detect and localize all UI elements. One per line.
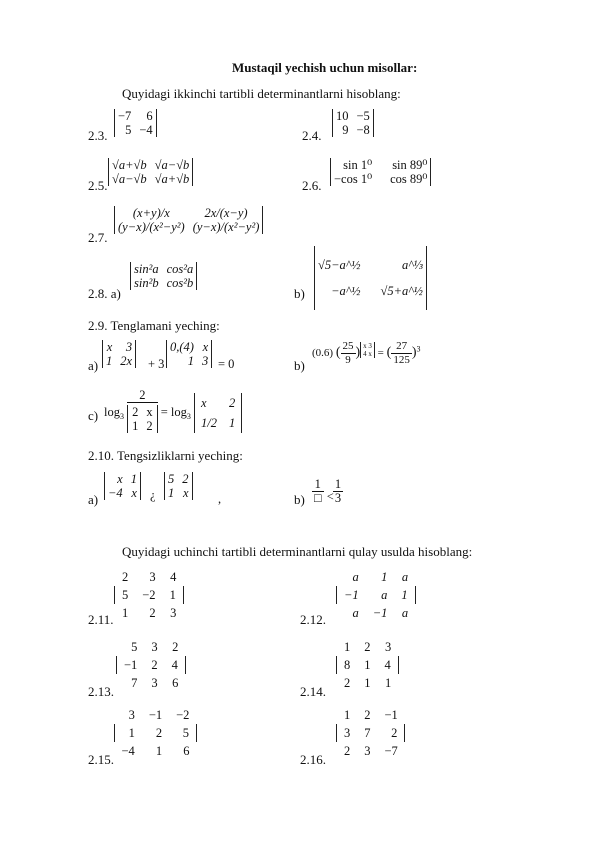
matrix-cell: 2 bbox=[149, 606, 156, 620]
matrix-cell: −1 bbox=[337, 586, 366, 604]
matrix-cell: 1 bbox=[122, 606, 129, 620]
intro-second-order: Quyidagi ikkinchi tartibli determinantlarni hisoblang: bbox=[122, 86, 401, 101]
matrix-cell: 1 bbox=[344, 640, 351, 654]
problem-2-10a-det1 bbox=[104, 472, 141, 500]
cell: 2 bbox=[229, 395, 236, 410]
matrix-cell: 7 bbox=[364, 726, 371, 740]
frac-num: 25 bbox=[342, 340, 354, 352]
problem-2-3-determinant bbox=[114, 109, 157, 137]
cell: 1 bbox=[106, 354, 113, 368]
log-word: log bbox=[104, 405, 120, 419]
matrix-cell: 3 bbox=[151, 676, 158, 690]
cell: x bbox=[117, 472, 123, 486]
problem-2-9a-label: a) bbox=[88, 358, 99, 373]
cell: −7 bbox=[118, 109, 132, 123]
cell: √a+√b bbox=[154, 172, 190, 186]
matrix-cell: 6 bbox=[172, 676, 179, 690]
frac-den: □ bbox=[314, 491, 322, 505]
matrix-cell: 3 bbox=[337, 724, 358, 742]
problem-2-11-label: 2.11. bbox=[88, 612, 114, 627]
matrix-cell: a bbox=[381, 588, 388, 602]
lhs-base: (0.6) bbox=[312, 347, 334, 360]
exponent: 3 bbox=[416, 344, 421, 354]
cell: √a−√b bbox=[154, 158, 190, 172]
problem-2-9c-expression bbox=[104, 388, 242, 437]
problem-2-8b-determinant bbox=[314, 246, 427, 310]
exp-row1: x 3 bbox=[363, 342, 372, 350]
cell: √a+√b bbox=[112, 158, 147, 172]
cell: 1 bbox=[229, 415, 236, 430]
matrix-cell: 5 bbox=[169, 724, 196, 742]
cell: 2x/(x−y) bbox=[204, 206, 248, 220]
matrix-cell: −2 bbox=[142, 588, 156, 602]
matrix-cell: 2 bbox=[344, 676, 351, 690]
problem-2-11-determinant bbox=[114, 568, 184, 627]
cell: a^⅓ bbox=[402, 258, 423, 272]
problem-2-8a-label: 2.8. a) bbox=[88, 286, 121, 301]
log-num: 2 bbox=[127, 388, 158, 403]
frac-num: 1 bbox=[312, 478, 324, 492]
problem-2-9a-det1 bbox=[102, 340, 136, 368]
matrix-cell: 2 bbox=[344, 744, 351, 758]
cell: 5 bbox=[168, 472, 175, 486]
cell: sin 1⁰ bbox=[343, 158, 373, 172]
matrix-cell: 2 bbox=[378, 724, 405, 742]
cell: 1/2 bbox=[201, 415, 217, 430]
matrix-cell: a bbox=[352, 606, 359, 620]
problem-2-14-determinant bbox=[336, 638, 399, 697]
cell: cos²a bbox=[166, 262, 194, 276]
problem-2-6-determinant bbox=[330, 158, 431, 186]
cell: 2 bbox=[146, 419, 153, 433]
matrix-cell: 1 bbox=[385, 676, 392, 690]
matrix-cell: 2 bbox=[151, 658, 158, 672]
matrix-cell: 2 bbox=[364, 640, 371, 654]
problem-2-10a-det2 bbox=[164, 472, 193, 500]
cell: sin²a bbox=[134, 262, 159, 276]
cell: x bbox=[131, 486, 137, 500]
matrix-cell: 4 bbox=[170, 570, 177, 584]
cell: cos²b bbox=[166, 276, 194, 290]
matrix-cell: 3 bbox=[364, 744, 371, 758]
matrix-cell: 2 bbox=[172, 640, 179, 654]
matrix-cell: 1 bbox=[155, 744, 163, 758]
matrix-cell: −1 bbox=[372, 606, 388, 620]
problem-2-15-label: 2.15. bbox=[88, 752, 114, 767]
cell: 3 bbox=[201, 354, 209, 368]
cell: 6 bbox=[146, 109, 153, 123]
matrix-cell: 1 bbox=[163, 586, 184, 604]
matrix-cell: 1 bbox=[364, 658, 371, 672]
cell: 2x bbox=[120, 354, 133, 368]
problem-2-5-determinant bbox=[108, 158, 193, 186]
problem-2-6-label: 2.6. bbox=[302, 178, 322, 193]
matrix-cell: a bbox=[352, 570, 359, 584]
matrix-cell: 8 bbox=[337, 656, 358, 674]
frac-den: 9 bbox=[345, 354, 351, 366]
problem-2-7-determinant bbox=[114, 206, 263, 234]
problem-2-9b-expression: (0.6) ( $\frac{25}{9}$ ) x 3 4 x = ( $\frac{27}{125}$ )$^3$ bbox=[312, 340, 421, 366]
cell: −a^½ bbox=[331, 284, 361, 298]
matrix-cell: −1 bbox=[148, 708, 163, 722]
cell: √5−a^½ bbox=[318, 258, 361, 272]
cell: 2 bbox=[182, 472, 189, 486]
problem-2-10b-label: b) bbox=[294, 492, 305, 507]
cell: x bbox=[106, 340, 113, 354]
matrix-cell: 4 bbox=[165, 656, 186, 674]
cell: −cos 1⁰ bbox=[334, 172, 373, 186]
cell: 1 bbox=[132, 419, 139, 433]
section-2-10-heading: 2.10. Tengsizliklarni yeching: bbox=[88, 448, 243, 463]
problem-2-4-label: 2.4. bbox=[302, 128, 322, 143]
matrix-cell: −4 bbox=[121, 744, 135, 758]
cell: 1 bbox=[187, 354, 194, 368]
cell: (x+y)/x bbox=[132, 206, 170, 220]
problem-2-14-label: 2.14. bbox=[300, 684, 326, 699]
cell: 2 bbox=[132, 405, 139, 419]
matrix-cell: 6 bbox=[183, 744, 190, 758]
cell: 10 bbox=[336, 109, 349, 123]
cell: 5 bbox=[125, 123, 132, 137]
page-title: Mustaqil yechish uchun misollar: bbox=[232, 60, 418, 75]
problem-2-5-label: 2.5. bbox=[88, 178, 108, 193]
cell: x bbox=[202, 340, 209, 354]
matrix-cell: a bbox=[401, 606, 409, 620]
matrix-cell: 3 bbox=[149, 570, 156, 584]
matrix-cell: 5 bbox=[131, 640, 138, 654]
problem-2-10a-comma: , bbox=[218, 492, 222, 506]
problem-2-8a-determinant bbox=[130, 262, 197, 290]
problem-2-8b-label: b) bbox=[294, 286, 305, 301]
problem-2-12-determinant bbox=[336, 568, 416, 626]
matrix-cell: 3 bbox=[128, 708, 135, 722]
problem-2-15-determinant bbox=[114, 706, 197, 765]
frac-num2: 27 bbox=[391, 340, 412, 354]
eq-log: = log bbox=[160, 405, 187, 419]
cell: −4 bbox=[139, 123, 153, 137]
lt-sign: < bbox=[326, 489, 334, 504]
cell: −8 bbox=[356, 123, 370, 137]
problem-2-10a-op: ¿ bbox=[150, 488, 156, 502]
matrix-cell: 1 bbox=[364, 676, 371, 690]
cell: x bbox=[182, 486, 189, 500]
matrix-cell: 3 bbox=[151, 640, 158, 654]
problem-2-12-label: 2.12. bbox=[300, 612, 326, 627]
matrix-cell: −1 bbox=[117, 656, 145, 674]
problem-2-9a-eq: = 0 bbox=[218, 357, 235, 371]
cell: −4 bbox=[108, 486, 123, 500]
matrix-cell: a bbox=[401, 570, 409, 584]
problem-2-9b-label: b) bbox=[294, 358, 305, 373]
matrix-cell: 7 bbox=[131, 676, 138, 690]
matrix-cell: 1 bbox=[344, 708, 351, 722]
cell: x bbox=[146, 405, 153, 419]
cell: (y−x)/(x²−y²) bbox=[192, 220, 260, 234]
problem-2-9a-det2 bbox=[166, 340, 212, 368]
cell: 0,(4) bbox=[170, 340, 194, 354]
matrix-cell: −7 bbox=[384, 744, 398, 758]
log-base: 3 bbox=[119, 411, 124, 421]
matrix-cell: 5 bbox=[115, 586, 136, 604]
matrix-cell: 4 bbox=[378, 656, 399, 674]
matrix-cell: 2 bbox=[364, 708, 371, 722]
problem-2-10a-label: a) bbox=[88, 492, 99, 507]
problem-2-4-determinant bbox=[332, 109, 374, 137]
problem-2-16-determinant bbox=[336, 706, 405, 765]
cell: √5+a^½ bbox=[380, 284, 423, 298]
cell: √a−√b bbox=[112, 172, 147, 186]
problem-2-13-determinant bbox=[116, 638, 186, 697]
matrix-cell: 1 bbox=[381, 570, 388, 584]
frac-num2: 1 bbox=[334, 477, 342, 491]
problem-2-3-label: 2.3. bbox=[88, 128, 108, 143]
intro-third-order: Quyidagi uchinchi tartibli determinantlarni qulay usulda hisoblang: bbox=[122, 544, 473, 559]
eq-sign: = bbox=[377, 347, 384, 360]
problem-2-9c-label: c) bbox=[88, 408, 99, 423]
matrix-cell: −2 bbox=[176, 708, 190, 722]
problem-2-13-label: 2.13. bbox=[88, 684, 114, 699]
log-base2: 3 bbox=[186, 411, 191, 421]
problem-2-7-label: 2.7. bbox=[88, 230, 108, 245]
problem-2-16-label: 2.16. bbox=[300, 752, 326, 767]
cell: −5 bbox=[356, 109, 370, 123]
frac-den2: 125 bbox=[393, 354, 410, 366]
cell: 9 bbox=[342, 123, 349, 137]
cell: x bbox=[201, 395, 207, 410]
cell: (y−x)/(x²−y²) bbox=[118, 220, 185, 234]
matrix-cell: 1 bbox=[394, 586, 415, 604]
exp-row2: 4 x bbox=[363, 350, 372, 358]
matrix-cell: 3 bbox=[170, 606, 177, 620]
frac-den2: 3 bbox=[334, 491, 342, 505]
cell: 1 bbox=[130, 472, 137, 486]
section-2-9-heading: 2.9. Tenglamani yeching: bbox=[88, 318, 220, 333]
matrix-cell: 1 bbox=[115, 724, 142, 742]
matrix-cell: −1 bbox=[384, 708, 398, 722]
cell: sin 89⁰ bbox=[392, 158, 428, 172]
matrix-cell: 2 bbox=[155, 726, 163, 740]
cell: 3 bbox=[125, 340, 133, 354]
cell: 1 bbox=[168, 486, 175, 500]
problem-2-10b-expression bbox=[312, 478, 343, 505]
cell: cos 89⁰ bbox=[390, 172, 428, 186]
matrix-cell: 2 bbox=[122, 570, 129, 584]
matrix-cell: 3 bbox=[385, 640, 392, 654]
cell: sin²b bbox=[134, 276, 159, 290]
problem-2-9a-plus: + 3 bbox=[148, 357, 165, 371]
